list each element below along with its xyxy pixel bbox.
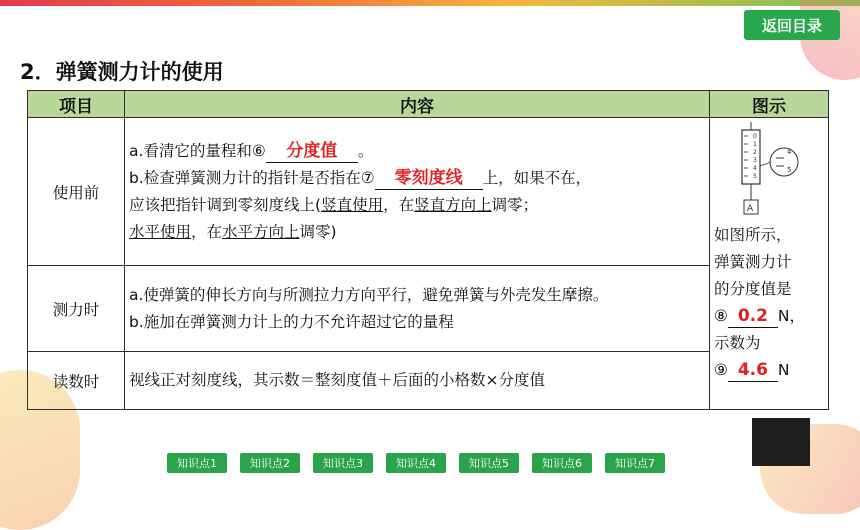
nav-knowledge-7[interactable]: 知识点7 <box>605 453 665 473</box>
table-header-row <box>28 91 829 118</box>
nav-knowledge-6[interactable]: 知识点6 <box>532 453 592 473</box>
answer-blank-8: 0.2 <box>728 305 778 328</box>
nav-knowledge-3[interactable]: 知识点3 <box>313 453 373 473</box>
nav-knowledge-4[interactable]: 知识点4 <box>386 453 446 473</box>
scale-tick-label: 4 <box>753 165 757 172</box>
text-segment: 。 <box>357 141 374 160</box>
table-row-before-use <box>28 118 829 266</box>
answer-blank-9: 4.6 <box>728 359 778 382</box>
content-line-a <box>129 138 705 165</box>
figure-line: 示数为 <box>714 334 761 352</box>
underlined-text: 水平方向上 <box>222 222 300 241</box>
answer-blank-6: 分度值 <box>266 140 358 163</box>
underlined-text: 水平使用 <box>129 222 192 241</box>
text-segment: 调零； <box>491 195 539 214</box>
content-line-b: b.施加在弹簧测力计上的力不允许超过它的量程 <box>129 312 454 331</box>
text-segment: 上，如果不在， <box>482 168 592 187</box>
header-content: 内容 <box>125 91 710 118</box>
answer-blank-7: 零刻度线 <box>375 167 483 190</box>
text-segment: ，在 <box>383 195 415 214</box>
text-segment: ⑨ <box>714 361 728 379</box>
text-segment: a.看清它的量程和⑥ <box>129 141 266 160</box>
text-segment: b.检查弹簧测力计的指针是否指在⑦ <box>129 168 375 187</box>
nav-knowledge-2[interactable]: 知识点2 <box>240 453 300 473</box>
header-figure: 图示 <box>710 91 829 118</box>
text-segment: ⑧ <box>714 307 728 325</box>
header-item: 项目 <box>28 91 125 118</box>
underlined-text: 竖直方向上 <box>414 195 492 214</box>
scale-tick-label: 0 <box>753 133 757 140</box>
row-content-before-use <box>125 118 710 266</box>
table-row-measuring <box>28 266 829 352</box>
figure-cell <box>710 118 829 410</box>
content-line-c <box>129 192 705 219</box>
nav-knowledge-1[interactable]: 知识点1 <box>167 453 227 473</box>
nav-knowledge-5[interactable]: 知识点5 <box>459 453 519 473</box>
figure-line <box>714 357 824 384</box>
zoom-tick-label: 4 <box>787 148 792 156</box>
underlined-text: 竖直使用 <box>321 195 384 214</box>
content-line-a: a.使弹簧的伸长方向与所测拉力方向平行，避免弹簧与外壳发生摩擦。 <box>129 285 609 304</box>
row-content-measuring <box>125 266 710 352</box>
top-accent-bar <box>0 0 860 6</box>
usage-table <box>27 90 829 410</box>
scale-tick-label: 3 <box>753 157 757 164</box>
spring-scale-icon <box>734 122 804 222</box>
section-heading: 2．弹簧测力计的使用 <box>20 60 224 84</box>
scale-tick-label: 5 <box>753 173 757 180</box>
text-segment: 调零) <box>299 222 337 241</box>
figure-line <box>714 303 824 330</box>
content-line-b <box>129 165 705 192</box>
text-segment: N <box>777 361 790 379</box>
row-label-before-use: 使用前 <box>28 118 125 266</box>
text-segment: 应该把指针调到零刻度线上( <box>129 195 322 214</box>
back-to-contents-button[interactable]: 返回目录 <box>744 10 840 40</box>
text-segment: ，在 <box>191 222 223 241</box>
scale-tick-label: 1 <box>753 141 757 148</box>
zoom-tick-label: 5 <box>787 166 792 174</box>
spring-scale-figure <box>714 118 824 222</box>
row-label-measuring: 测力时 <box>28 266 125 352</box>
row-label-reading: 读数时 <box>28 352 125 410</box>
dark-overlay-box <box>752 418 810 466</box>
content-line-d <box>129 219 705 246</box>
figure-caption <box>714 222 824 384</box>
row-content-reading <box>125 352 710 410</box>
text-segment: N， <box>777 307 806 325</box>
figure-line: 的分度值是 <box>714 280 792 298</box>
content-line-a: 视线正对刻度线，其示数＝整刻度值＋后面的小格数×分度值 <box>129 371 545 389</box>
figure-line: 弹簧测力计 <box>714 253 792 271</box>
figure-line: 如图所示， <box>714 226 792 244</box>
scale-tick-label: 2 <box>753 149 757 156</box>
table-row-reading <box>28 352 829 410</box>
hook-label: A <box>747 204 754 214</box>
